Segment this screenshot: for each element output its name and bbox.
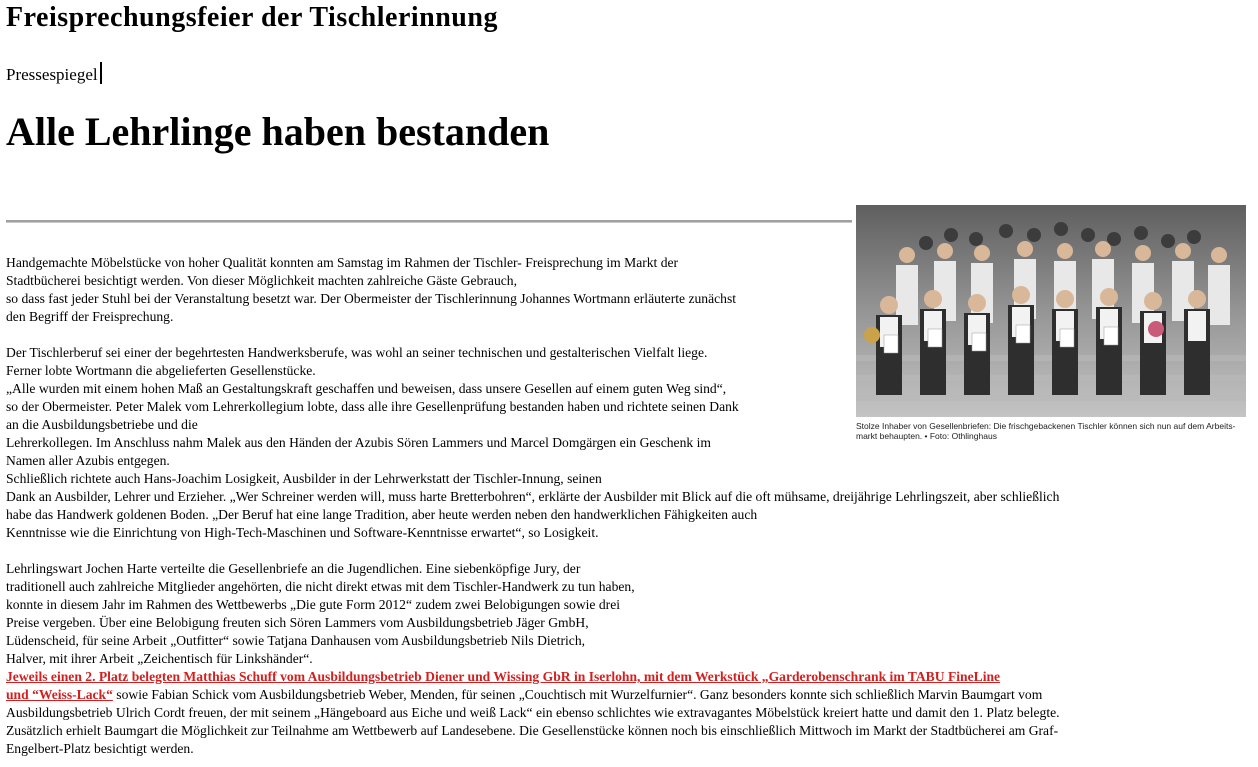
- body-line-mixed: [6, 686, 1246, 704]
- body-line: Handgemachte Möbelstücke von hoher Qualität konnten am Samstag im Rahmen der Tischler- Freisprechung im Markt der: [6, 255, 679, 270]
- body-line: Ausbildungsbetrieb Ulrich Cordt freuen, der mit seinem „Hängeboard aus Eiche und weiß Lack“ ein ebenso schlichtes wie extravagantes Möbelstück kreiert hatte und damit den 1. Platz belegte.: [6, 705, 1060, 720]
- body-line: Lehrerkollegen. Im Anschluss nahm Malek aus den Händen der Azubis Sören Lammers und Marcel Domgärgen ein Geschenk im: [6, 435, 711, 450]
- article-headline: Alle Lehrlinge haben bestanden: [6, 109, 550, 154]
- body-line: Halver, mit ihrer Arbeit „Zeichentisch für Linkshänder“.: [6, 651, 313, 666]
- article-body: [6, 254, 1246, 758]
- photo-caption-line-2: markt behaupten. • Foto: Othlinghaus: [856, 431, 997, 441]
- section-label-text: Pressespiegel: [6, 65, 98, 84]
- body-line: Preise vergeben. Über eine Belobigung freuten sich Sören Lammers vom Ausbildungsbetrieb Jäger GmbH,: [6, 615, 589, 630]
- body-line: so dass fast jeder Stuhl bei der Veranstaltung besetzt war. Der Obermeister der Tischlerinnung Johannes Wortmann erläuterte zunächst: [6, 291, 737, 306]
- body-line: konnte in diesem Jahr im Rahmen des Wettbewerbs „Die gute Form 2012“ zudem zwei Belobigungen sowie drei: [6, 597, 621, 612]
- body-line: traditionell auch zahlreiche Mitglieder angehörten, die nicht direkt etwas mit dem Tischler-Handwerk zu tun haben,: [6, 579, 635, 594]
- body-line: Stadtbücherei besichtigt werden. Von dieser Möglichkeit machten zahlreiche Gäste Gebrauch,: [6, 273, 517, 288]
- body-line: Kenntnisse wie die Einrichtung von High-Tech-Maschinen und Software-Kenntnisse erwartet“, so Losigkeit.: [6, 525, 599, 540]
- body-line: Namen aller Azubis entgegen.: [6, 453, 170, 468]
- body-line: „Alle wurden mit einem hohen Maß an Gestaltungskraft geschaffen und beweisen, dass unsere Gesellen auf einem guten Weg sind“,: [6, 381, 727, 396]
- body-line: so der Obermeister. Peter Malek vom Lehrerkollegium lobte, dass alle ihre Gesellenprüfung bestanden haben und richtete seinen Dank: [6, 399, 739, 414]
- document-title: Freisprechungsfeier der Tischlerinnung: [6, 2, 498, 33]
- body-line: Lehrlingswart Jochen Harte verteilte die Gesellenbriefe an die Jugendlichen. Eine siebenköpfige Jury, der: [6, 561, 581, 576]
- horizontal-rule: [6, 220, 852, 223]
- highlighted-line: Jeweils einen 2. Platz belegten Matthias Schuff vom Ausbildungsbetrieb Diener und Wissing GbR in Iserlohn, mit dem Werkstück „Garderobenschrank im TABU FineLine: [6, 669, 1001, 684]
- body-line: den Begriff der Freisprechung.: [6, 309, 174, 324]
- body-line: Der Tischlerberuf sei einer der begehrtesten Handwerksberufe, was wohl an seiner technischen und gestalterischen Vielfalt liege.: [6, 345, 708, 360]
- photo-caption-line-1: Stolze Inhaber von Gesellenbriefen: Die frischgebackenen Tischler können sich nun auf dem Arbeits-: [856, 421, 1236, 431]
- body-line: Engelbert-Platz besichtigt werden.: [6, 741, 194, 756]
- body-line: Dank an Ausbilder, Lehrer und Erzieher. „Wer Schreiner werden will, muss harte Bretterbohren“, erklärte der Ausbilder mit Blick auf die oft mühsame, dreijährige Lehrlingszeit, aber schließlich: [6, 489, 1060, 504]
- body-line: habe das Handwerk goldenen Boden. „Der Beruf hat eine lange Tradition, aber heute werden neben den handwerklichen Fähigkeiten auch: [6, 507, 758, 522]
- body-line: Zusätzlich erhielt Baumgart die Möglichkeit zur Teilnahme am Wettbewerb auf Landesebene. Die Gesellenstücke können noch bis einschließlich Mittwoch im Markt der Stadtbücherei am Graf-: [6, 723, 1059, 738]
- section-label: [6, 62, 102, 85]
- body-line: Schließlich richtete auch Hans-Joachim Losigkeit, Ausbilder in der Lehrwerkstatt der Tischler-Innung, seinen: [6, 471, 602, 486]
- highlighted-text: und “Weiss-Lack“: [6, 687, 113, 702]
- body-line: an die Ausbildungsbetriebe und die: [6, 417, 198, 432]
- body-line: Lüdenscheid, für seine Arbeit „Outfitter“ sowie Tatjana Danhausen vom Ausbildungsbetrieb Nils Dietrich,: [6, 633, 586, 648]
- paragraph-gap: [6, 326, 1246, 344]
- text-cursor: [100, 62, 102, 84]
- body-text: sowie Fabian Schick vom Ausbildungsbetrieb Weber, Menden, für seinen „Couchtisch mit Wurzelfurnier“. Ganz besonders konnte sich schließlich Marvin Baumgart vom: [112, 687, 1043, 702]
- body-line: Ferner lobte Wortmann die abgelieferten Gesellenstücke.: [6, 363, 316, 378]
- paragraph-gap: [6, 542, 1246, 560]
